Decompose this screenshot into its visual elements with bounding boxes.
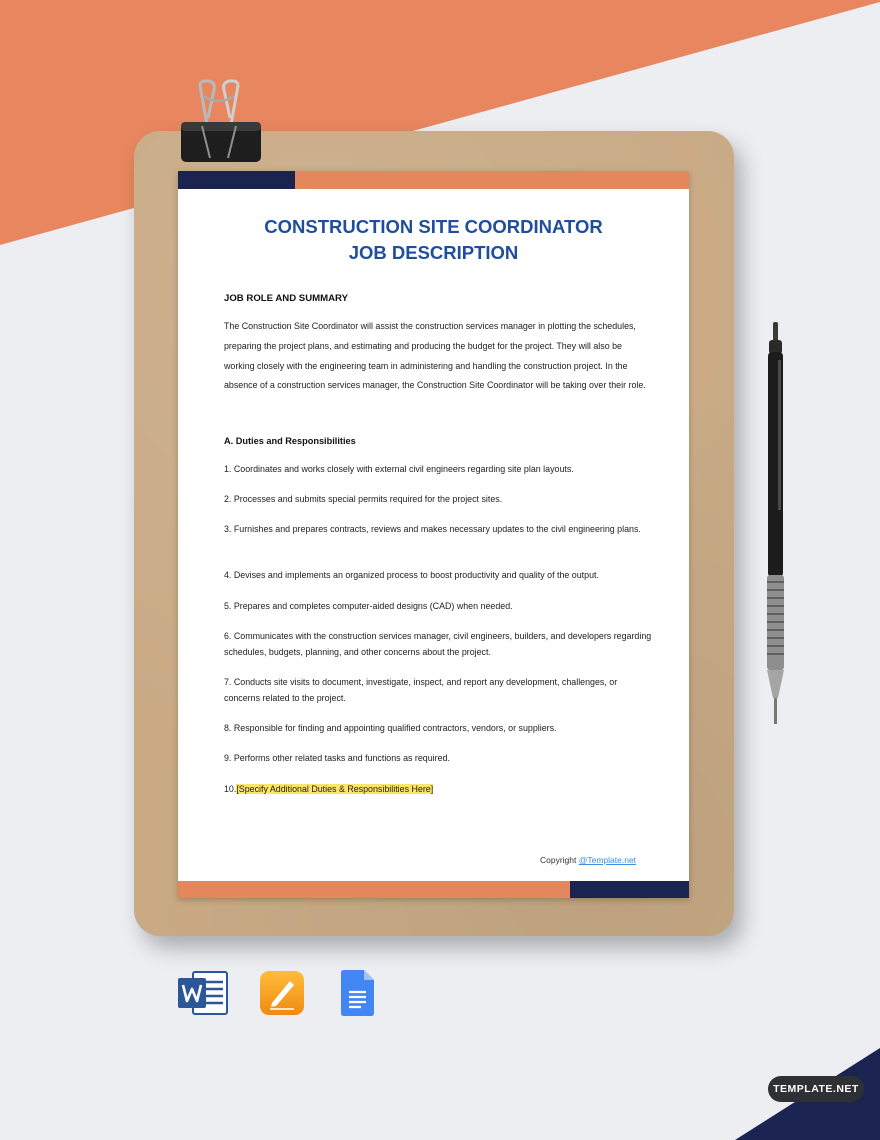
duty-item-8: 8. Responsible for finding and appointing qualified contractors, vendors, or suppliers.: [224, 723, 557, 733]
copyright-notice: [540, 855, 636, 865]
summary-heading: JOB ROLE AND SUMMARY: [224, 293, 349, 304]
copyright-link[interactable]: @Template.net: [578, 855, 637, 865]
duties-heading: A. Duties and Responsibilities: [224, 436, 356, 446]
duty-10-placeholder: [Specify Additional Duties & Responsibilities Here]: [236, 784, 434, 794]
pages-icon: [260, 971, 304, 1015]
job-description-document: [178, 171, 689, 898]
title-line-2: JOB DESCRIPTION: [348, 242, 519, 263]
document-title: [178, 214, 689, 266]
duty-10-number: 10.: [224, 784, 237, 794]
title-line-1: CONSTRUCTION SITE COORDINATOR: [264, 216, 603, 237]
top-accent-bar: [178, 171, 689, 189]
binder-clip-icon: [178, 78, 264, 168]
mechanical-pencil-icon: [760, 320, 790, 730]
duty-item-1: 1. Coordinates and works closely with external civil engineers regarding site plan layouts.: [224, 464, 574, 474]
duty-item-4: 4. Devises and implements an organized process to boost productivity and quality of the output.: [224, 570, 599, 580]
template-net-badge[interactable]: TEMPLATE.NET: [768, 1076, 864, 1102]
summary-paragraph: The Construction Site Coordinator will assist the construction services manager in plotting the schedules, preparing the project plans, and estimating and producing the budget for the project. They will also be working closely with the engineering team in administering and handling the construction project. In the absence of a construction services manager, the Construction Site Coordinator will be taking over their role.: [224, 321, 646, 391]
duty-item-10: [224, 782, 652, 798]
duty-item-3: 3. Furnishes and prepares contracts, reviews and makes necessary updates to the civil engineering plans.: [224, 524, 641, 534]
copyright-label: Copyright: [540, 855, 579, 865]
duty-item-2: 2. Processes and submits special permits required for the project sites.: [224, 494, 503, 504]
duty-item-9: 9. Performs other related tasks and functions as required.: [224, 753, 450, 763]
duty-item-6: 6. Communicates with the construction services manager, civil engineers, builders, and developers regarding schedules, budgets, planning, and other concerns about the project.: [224, 631, 652, 657]
google-docs-icon: [341, 970, 374, 1016]
duty-item-5: 5. Prepares and completes computer-aided designs (CAD) when needed.: [224, 601, 513, 611]
duty-item-7: 7. Conducts site visits to document, investigate, inspect, and report any development, challenges, or concerns related to the project.: [224, 677, 618, 703]
bottom-accent-bar: [178, 881, 689, 898]
word-icon: [177, 970, 229, 1016]
